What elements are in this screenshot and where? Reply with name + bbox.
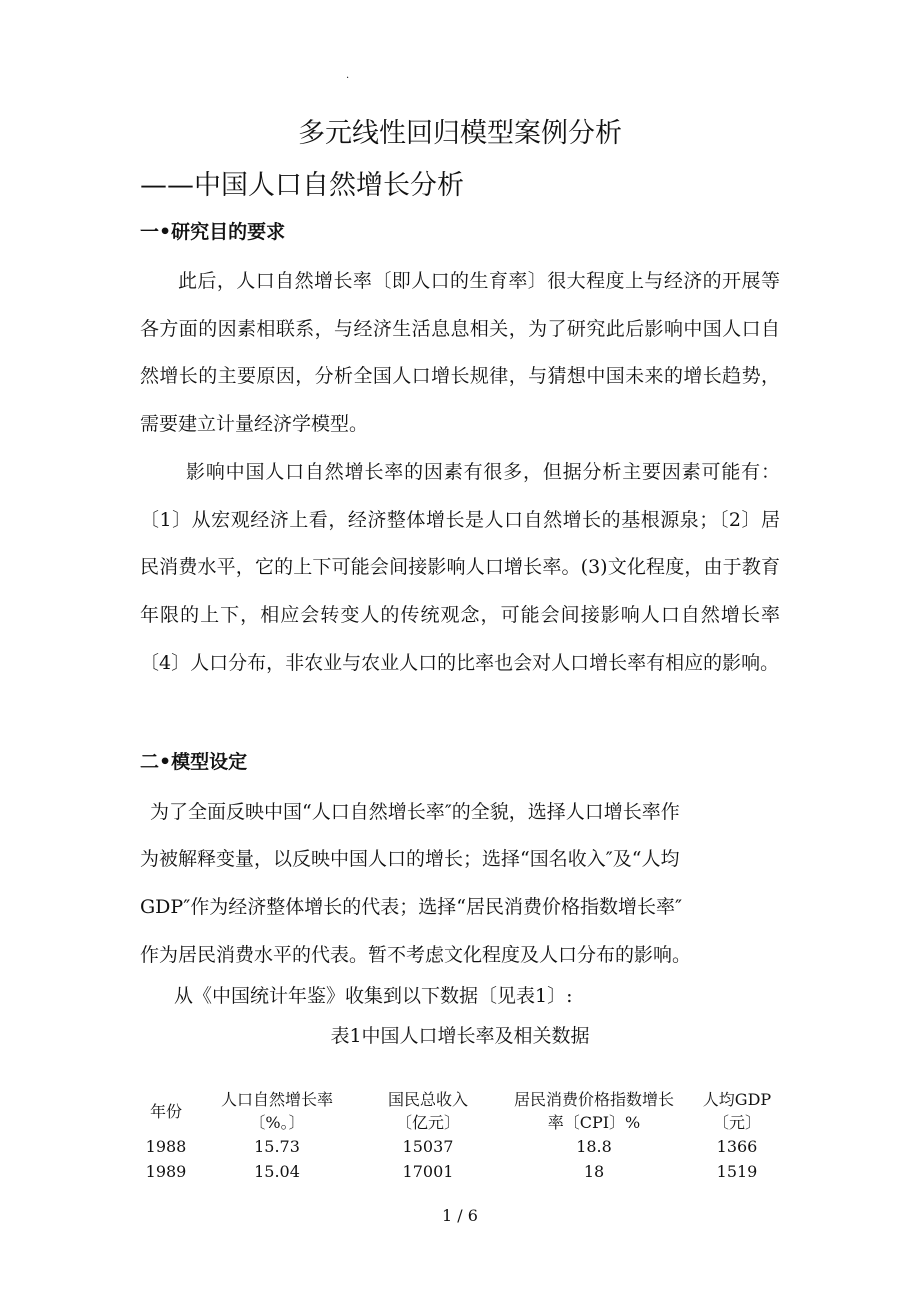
header-cpi-line-1: 居民消费价格指数增长	[513, 1090, 674, 1109]
header-year: 年份	[149, 1101, 182, 1121]
header-national-income-line-1: 国民总收入	[387, 1090, 468, 1109]
table-caption: 表1中国人口增长率及相关数据	[330, 1025, 590, 1047]
paragraph-data-source: 从《中国统计年鉴》收集到以下数据〔见表1〕:	[174, 985, 573, 1007]
header-cpi-line-2: 率〔CPI〕%	[547, 1113, 641, 1132]
data-table	[140, 1088, 780, 1184]
header-growth-rate	[192, 1088, 362, 1134]
paragraph-background: 此后，人口自然增长率〔即人口的生育率〕很大程度上与经济的开展等各方面的因素相联系，与经济生活息息相关，为了研究此后影响中国人口自然增长的主要原因，分析全国人口增长规律，与猜想中国未来的增长趋势，需要建立计量经济学模型。	[140, 270, 780, 436]
cell-growth-rate: 15.73	[254, 1137, 300, 1156]
header-gdp-per-capita-line-2: 〔元〕	[712, 1113, 761, 1132]
table-row	[140, 1159, 780, 1184]
paragraph-model-line-2: 为被解释变量，以反映中国人口的增长；选择“国名收入″及“人均	[140, 848, 680, 870]
section-heading-model-setup: 二•模型设定	[140, 751, 248, 773]
paragraph-model-line-3: GDP″作为经济整体增长的代表；选择“居民消费价格指数增长率″	[140, 896, 683, 918]
cell-gdp-per-capita: 1366	[716, 1137, 758, 1156]
document-subtitle: ——中国人口自然增长分析	[140, 170, 464, 201]
header-national-income-line-2: 〔亿元〕	[395, 1113, 460, 1132]
document-title: 多元线性回归模型案例分析	[298, 118, 622, 149]
cell-gdp-per-capita: 1519	[716, 1162, 758, 1181]
cell-cpi: 18	[583, 1162, 605, 1181]
page-number: 1 / 6	[442, 1206, 478, 1225]
paragraph-factors: 影响中国人口自然增长率的因素有很多，但据分析主要因素可能有：〔1〕从宏观经济上看，经济整体增长是人口自然增长的基根源泉；〔2〕居民消费水平，它的上下可能会间接影响人口增长率。(3)文化程度，由于教育年限的上下，相应会转变人的传统观念，可能会间接影响人口自然增长率〔4〕人口分布，非农业与农业人口的比率也会对人口增长率有相应的影响。	[140, 461, 780, 674]
header-cpi	[494, 1088, 694, 1134]
paragraph-model-line-1: 为了全面反映中国“人口自然增长率″的全貌，选择人口增长率作	[150, 801, 680, 823]
paragraph-model-line-4: 作为居民消费水平的代表。暂不考虑文化程度及人口分布的影响。	[140, 944, 692, 966]
header-growth-rate-line-1: 人口自然增长率	[220, 1090, 333, 1109]
cell-national-income: 17001	[402, 1162, 454, 1181]
header-national-income	[362, 1088, 494, 1134]
cell-growth-rate: 15.04	[254, 1162, 300, 1181]
cell-national-income: 15037	[402, 1137, 454, 1156]
table-header-row	[140, 1088, 780, 1134]
cell-year: 1988	[145, 1137, 187, 1156]
section-heading-research-goal: 一•研究目的要求	[140, 221, 286, 243]
table-row	[140, 1134, 780, 1159]
header-gdp-per-capita-line-1: 人均GDP	[702, 1090, 772, 1109]
page-mark: .	[346, 70, 350, 81]
cell-cpi: 18.8	[576, 1137, 612, 1156]
header-gdp-per-capita	[694, 1088, 780, 1134]
cell-year: 1989	[145, 1162, 187, 1181]
header-growth-rate-line-2: 〔%。〕	[249, 1113, 305, 1132]
